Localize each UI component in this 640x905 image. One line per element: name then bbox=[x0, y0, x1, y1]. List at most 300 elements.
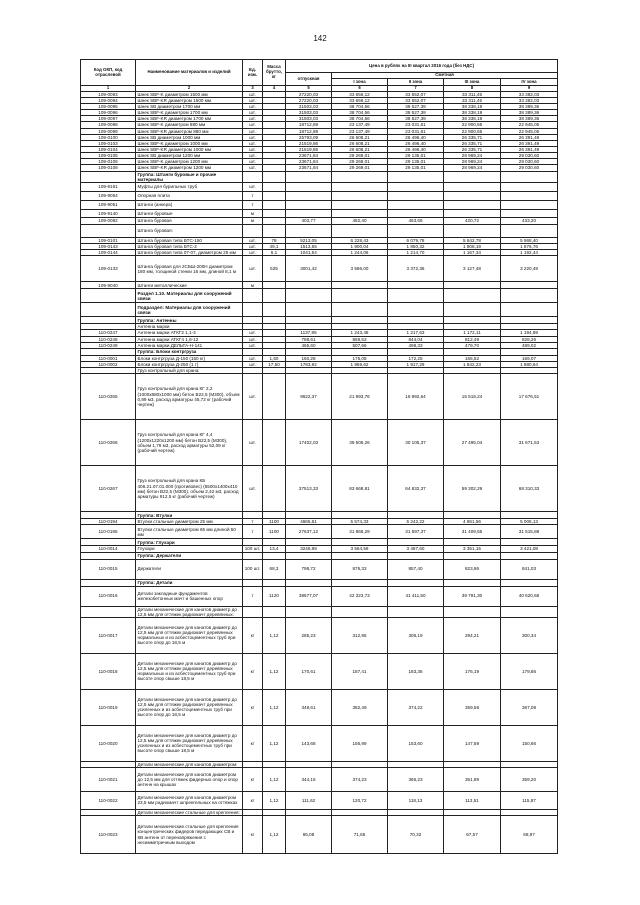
empty-cell bbox=[501, 289, 558, 303]
row-mass: 1120 bbox=[263, 586, 286, 606]
row-zone-1-price: 31 866,29 bbox=[332, 525, 388, 539]
row-zone-2-price: 23 031,61 bbox=[388, 128, 444, 134]
row-unit: шт. bbox=[243, 116, 263, 122]
row-code: 110-0022 bbox=[81, 791, 136, 809]
row-code bbox=[81, 539, 136, 546]
row-zone-2-price: 3 487,60 bbox=[388, 546, 444, 552]
row-release-price: 27220,03 bbox=[286, 91, 332, 97]
row-zone-3-price: 1 808,19 bbox=[444, 243, 501, 249]
row-zone-2-price: 118,13 bbox=[388, 791, 444, 809]
row-zone-2-price bbox=[388, 224, 444, 237]
row-release-price: 403,77 bbox=[286, 217, 332, 224]
row-code: 109-9161 bbox=[81, 182, 136, 191]
row-release-price bbox=[286, 606, 332, 617]
row-zone-2-price: 1 214,70 bbox=[388, 250, 444, 256]
column-number: 7 bbox=[388, 86, 444, 92]
column-number: 4 bbox=[263, 86, 286, 92]
row-unit: шт. bbox=[243, 146, 263, 152]
row-mass: 525 bbox=[263, 256, 286, 282]
row-zone-1-price bbox=[332, 282, 388, 289]
row-zone-4-price: 38 389,36 bbox=[501, 116, 558, 122]
row-code bbox=[81, 171, 136, 182]
row-name: Детали механические стальные для крепления: bbox=[136, 809, 243, 815]
row-mass: 1,12 bbox=[263, 791, 286, 809]
row-zone-1-price: 26 608,21 bbox=[332, 134, 388, 140]
row-zone-3-price: 165,52 bbox=[444, 355, 501, 361]
header-mass: Масса брутто, кг bbox=[263, 60, 286, 86]
empty-cell bbox=[388, 303, 444, 317]
row-release-price: 1783,92 bbox=[286, 361, 332, 367]
row-zone-2-price bbox=[388, 282, 444, 289]
row-release-price: 465,60 bbox=[286, 342, 332, 348]
row-zone-1-price: 120,72 bbox=[332, 791, 388, 809]
group-row bbox=[81, 579, 558, 586]
column-number: 9 bbox=[501, 86, 558, 92]
row-zone-3-price: 22 900,55 bbox=[444, 128, 501, 134]
row-code: 109-9054 bbox=[81, 191, 136, 200]
row-zone-1-price bbox=[332, 191, 388, 200]
row-zone-2-price bbox=[388, 209, 444, 217]
row-release-price: 798,72 bbox=[286, 559, 332, 579]
row-release-price: 18712,89 bbox=[286, 128, 332, 134]
row-release-price: 1137,85 bbox=[286, 330, 332, 336]
row-zone-1-price: 176,08 bbox=[332, 355, 388, 361]
row-name: Штанга буровая типа 07-07, диаметром 25 мм bbox=[136, 250, 243, 256]
row-zone-4-price: 1 194,89 bbox=[501, 330, 558, 336]
row-zone-2-price: 33 552,07 bbox=[388, 97, 444, 103]
row-zone-2-price: 1 217,63 bbox=[388, 330, 444, 336]
column-number: 3 bbox=[243, 86, 263, 92]
row-name: Детали механические для канатов диаметром: bbox=[136, 761, 243, 767]
group-row bbox=[81, 317, 558, 324]
row-zone-1-price: 42 323,73 bbox=[332, 586, 388, 606]
row-zone-3-price: 28 969,24 bbox=[444, 153, 501, 159]
row-name: Шнек SBF-KR диаметром 1700 мм bbox=[136, 116, 243, 122]
column-number: 8 bbox=[444, 86, 501, 92]
row-release-price bbox=[286, 200, 332, 209]
group-row bbox=[81, 171, 558, 182]
row-release-price: 170,61 bbox=[286, 653, 332, 689]
row-mass: 1,12 bbox=[263, 653, 286, 689]
empty-cell bbox=[501, 552, 558, 559]
empty-cell bbox=[388, 289, 444, 303]
column-number: 2 bbox=[136, 86, 243, 92]
row-zone-3-price: 420,72 bbox=[444, 217, 501, 224]
header-name: Наименование материалов и изделий bbox=[136, 60, 243, 86]
empty-cell bbox=[243, 303, 263, 317]
row-unit: т bbox=[243, 191, 263, 200]
row-zone-3-price bbox=[444, 209, 501, 217]
row-zone-3-price: 812,49 bbox=[444, 336, 501, 342]
row-name: Детали механические для канатов диаметр до 12,5 мм для оттяжек радиомачт деревянных нормальных и из асбестоцементных труб при высоте опор до 18,5 м bbox=[136, 617, 243, 653]
row-unit: 100 шт. bbox=[243, 559, 263, 579]
column-number: 6 bbox=[332, 86, 388, 92]
row-release-price: 31503,03 bbox=[286, 116, 332, 122]
row-zone-2-price: 64 832,37 bbox=[388, 466, 444, 512]
row-zone-3-price: 5 842,78 bbox=[444, 237, 501, 243]
row-zone-2-price: 70,32 bbox=[388, 816, 444, 854]
row-zone-3-price: 3 127,48 bbox=[444, 256, 501, 282]
row-unit: шт. bbox=[243, 122, 263, 128]
empty-cell bbox=[444, 171, 501, 182]
empty-cell bbox=[332, 512, 388, 519]
empty-cell bbox=[286, 348, 332, 355]
empty-cell bbox=[332, 171, 388, 182]
empty-cell bbox=[286, 317, 332, 324]
empty-cell bbox=[263, 317, 286, 324]
empty-cell bbox=[243, 512, 263, 519]
table-row bbox=[81, 816, 558, 854]
row-zone-1-price: 39 506,26 bbox=[332, 420, 388, 466]
row-name: Детали механические для канатов диаметр до 12,5 мм для оттяжек радиомачт деревянных усиленных и из асбестоцементных труб при высоте опор до 18,5 м bbox=[136, 689, 243, 725]
empty-cell bbox=[388, 552, 444, 559]
row-name: Груз контрольный для крана КГ 2,2 (1000х880х1000 мм) бетон В22,5 (М300), объем 0,89 м3, расход арматуры 45,72 кг (рабочий чертеж) bbox=[136, 374, 243, 420]
column-number: 5 bbox=[286, 86, 332, 92]
row-zone-3-price: 67,57 bbox=[444, 816, 501, 854]
row-name: Глухари bbox=[136, 546, 243, 552]
table-row bbox=[81, 791, 558, 809]
price-table bbox=[80, 59, 558, 854]
row-zone-1-price: 187,41 bbox=[332, 653, 388, 689]
row-mass: 1,12 bbox=[263, 617, 286, 653]
row-unit: шт. bbox=[243, 250, 263, 256]
section-row bbox=[81, 289, 558, 303]
table-row bbox=[81, 282, 558, 289]
row-zone-4-price bbox=[501, 200, 558, 209]
row-zone-3-price: 33 311,45 bbox=[444, 91, 501, 97]
group-title: Группа: Антенны bbox=[136, 317, 243, 324]
group-title: Группа: Глухари bbox=[136, 539, 243, 546]
row-code: 110-0265 bbox=[81, 374, 136, 420]
row-unit: т bbox=[243, 586, 263, 606]
row-zone-1-price: 29 269,01 bbox=[332, 153, 388, 159]
row-name: Штанга буровая bbox=[136, 217, 243, 224]
empty-cell bbox=[332, 303, 388, 317]
row-mass: 1100 bbox=[263, 519, 286, 525]
row-name: Шнек SBF-K диаметром 1700 мм bbox=[136, 110, 243, 116]
row-code: 110-0023 bbox=[81, 816, 136, 854]
empty-cell bbox=[243, 289, 263, 303]
table-body bbox=[81, 91, 558, 853]
row-zone-1-price: 374,23 bbox=[332, 767, 388, 791]
row-name: Штанги буровые bbox=[136, 209, 243, 217]
empty-cell bbox=[263, 171, 286, 182]
row-zone-4-price: 68 310,33 bbox=[501, 466, 558, 512]
row-name: Шнек SBF-K диаметром 1200 мм bbox=[136, 159, 243, 165]
row-release-price bbox=[286, 191, 332, 200]
empty-cell bbox=[332, 539, 388, 546]
row-zone-4-price: 31 671,53 bbox=[501, 420, 558, 466]
table-row bbox=[81, 182, 558, 191]
row-code: 109-0100 bbox=[81, 134, 136, 140]
row-unit: шт. bbox=[243, 374, 263, 420]
row-code bbox=[81, 317, 136, 324]
row-zone-4-price bbox=[501, 209, 558, 217]
table-row bbox=[81, 420, 558, 466]
table-row bbox=[81, 191, 558, 200]
row-mass: 6,1 bbox=[263, 250, 286, 256]
row-zone-3-price: 294,21 bbox=[444, 617, 501, 653]
row-mass bbox=[263, 282, 286, 289]
row-mass: 49,1 bbox=[263, 243, 286, 249]
row-release-price: 1041,54 bbox=[286, 250, 332, 256]
row-release-price: 31503,03 bbox=[286, 110, 332, 116]
row-zone-4-price: 68,97 bbox=[501, 816, 558, 854]
header-unit: Ед. изм. bbox=[243, 60, 263, 86]
empty-cell bbox=[286, 512, 332, 519]
row-code bbox=[81, 303, 136, 317]
empty-cell bbox=[388, 171, 444, 182]
group-row bbox=[81, 512, 558, 519]
row-code: 109-0095 bbox=[81, 103, 136, 109]
row-code: 110-0247 bbox=[81, 330, 136, 336]
row-name: Блоки контргруза Д-250 (1 т) bbox=[136, 361, 243, 367]
empty-cell bbox=[286, 579, 332, 586]
row-zone-2-price bbox=[388, 182, 444, 191]
empty-cell bbox=[332, 348, 388, 355]
row-release-price: 5213,05 bbox=[286, 237, 332, 243]
row-code: 109-0094 bbox=[81, 97, 136, 103]
table-row bbox=[81, 559, 558, 579]
row-zone-1-price: 21 993,76 bbox=[332, 374, 388, 420]
row-zone-2-price: 498,33 bbox=[388, 342, 444, 348]
row-unit: шт. bbox=[243, 361, 263, 367]
row-mass bbox=[263, 182, 286, 191]
row-code: 109-0143 bbox=[81, 243, 136, 249]
row-zone-1-price: 1 959,62 bbox=[332, 361, 388, 367]
row-zone-2-price: 38 527,39 bbox=[388, 110, 444, 116]
row-zone-4-price: 828,26 bbox=[501, 336, 558, 342]
empty-cell bbox=[243, 348, 263, 355]
row-zone-1-price: 482,40 bbox=[332, 217, 388, 224]
row-zone-2-price bbox=[388, 606, 444, 617]
row-code bbox=[81, 348, 136, 355]
empty-cell bbox=[332, 289, 388, 303]
row-zone-4-price: 150,66 bbox=[501, 725, 558, 761]
group-row bbox=[81, 348, 558, 355]
empty-cell bbox=[263, 512, 286, 519]
row-zone-4-price: 1 876,76 bbox=[501, 243, 558, 249]
row-zone-4-price: 38 389,36 bbox=[501, 103, 558, 109]
table-row bbox=[81, 767, 558, 791]
row-name: Шнек SBF-K диаметром 1500 мм bbox=[136, 91, 243, 97]
row-zone-3-price bbox=[444, 282, 501, 289]
row-zone-4-price: 5 006,13 bbox=[501, 519, 558, 525]
row-name: Шнек SBF-KR диаметром 1500 мм bbox=[136, 97, 243, 103]
empty-cell bbox=[388, 539, 444, 546]
row-zone-2-price: 33 552,07 bbox=[388, 91, 444, 97]
row-release-price: 37513,33 bbox=[286, 466, 332, 512]
table-row bbox=[81, 374, 558, 420]
row-name: Детали механические для канатов диаметр до 12,5 мм для оттяжек радиомачт деревянных нормальных и из асбестоцементных труб при высоте опор свыше 18,5 м bbox=[136, 653, 243, 689]
empty-cell bbox=[243, 171, 263, 182]
row-mass: 78 bbox=[263, 237, 286, 243]
row-zone-2-price: 41 411,50 bbox=[388, 586, 444, 606]
empty-cell bbox=[388, 348, 444, 355]
row-release-price: 23671,84 bbox=[286, 159, 332, 165]
row-zone-2-price: 26 496,40 bbox=[388, 134, 444, 140]
row-unit: шт. bbox=[243, 336, 263, 342]
row-release-price: 344,16 bbox=[286, 767, 332, 791]
row-zone-3-price: 33 311,45 bbox=[444, 97, 501, 103]
row-code: 109-0097 bbox=[81, 116, 136, 122]
row-zone-3-price: 39 791,30 bbox=[444, 586, 501, 606]
empty-cell bbox=[286, 552, 332, 559]
empty-cell bbox=[332, 552, 388, 559]
empty-cell bbox=[444, 539, 501, 546]
row-mass bbox=[263, 606, 286, 617]
row-release-price bbox=[286, 209, 332, 217]
empty-cell bbox=[501, 317, 558, 324]
row-zone-1-price: 3 586,00 bbox=[332, 256, 388, 282]
row-zone-1-price: 5 574,33 bbox=[332, 519, 388, 525]
row-unit: кг bbox=[243, 653, 263, 689]
row-name: Антенна марки bbox=[136, 324, 243, 330]
row-zone-2-price: 1 917,29 bbox=[388, 361, 444, 367]
row-unit: шт. bbox=[243, 91, 263, 97]
row-zone-2-price: 29 135,01 bbox=[388, 159, 444, 165]
row-code: 110-0021 bbox=[81, 767, 136, 791]
row-release-price: 23671,84 bbox=[286, 153, 332, 159]
row-zone-1-price: 1 243,48 bbox=[332, 330, 388, 336]
row-unit: шт. bbox=[243, 97, 263, 103]
group-title: Группа: Держатели bbox=[136, 552, 243, 559]
row-mass: 68,3 bbox=[263, 559, 286, 579]
row-zone-4-price: 40 620,68 bbox=[501, 586, 558, 606]
row-zone-4-price: 179,86 bbox=[501, 653, 558, 689]
row-zone-2-price: 1 850,32 bbox=[388, 243, 444, 249]
subsection-row bbox=[81, 303, 558, 317]
table-row bbox=[81, 725, 558, 761]
row-zone-1-price: 29 269,01 bbox=[332, 159, 388, 165]
row-zone-2-price bbox=[388, 200, 444, 209]
table-row bbox=[81, 209, 558, 217]
row-code: 110-0248 bbox=[81, 336, 136, 342]
row-zone-2-price: 172,25 bbox=[388, 355, 444, 361]
row-unit: м bbox=[243, 209, 263, 217]
row-unit: шт. bbox=[243, 342, 263, 348]
row-name: Антенна марки ДЕЛЬТА-Н-141 bbox=[136, 342, 243, 348]
row-unit: кг bbox=[243, 689, 263, 725]
row-zone-4-price: 29 030,60 bbox=[501, 153, 558, 159]
row-zone-2-price: 30 105,37 bbox=[388, 420, 444, 466]
row-zone-4-price: 22 945,05 bbox=[501, 122, 558, 128]
empty-cell bbox=[263, 552, 286, 559]
header-zone-3: III зона bbox=[444, 79, 501, 86]
row-name: Штанги металлические bbox=[136, 282, 243, 289]
row-zone-2-price: 29 135,01 bbox=[388, 153, 444, 159]
row-zone-4-price: 3 421,08 bbox=[501, 546, 558, 552]
row-release-price: 38577,07 bbox=[286, 586, 332, 606]
row-unit: кг bbox=[243, 617, 263, 653]
row-unit: шт. bbox=[243, 466, 263, 512]
row-zone-4-price: 3 220,49 bbox=[501, 256, 558, 282]
row-zone-1-price: 1 900,04 bbox=[332, 243, 388, 249]
row-zone-3-price: 176,19 bbox=[444, 653, 501, 689]
row-code: 110-0195 bbox=[81, 525, 136, 539]
row-zone-3-price: 3 351,15 bbox=[444, 546, 501, 552]
empty-cell bbox=[263, 579, 286, 586]
row-mass bbox=[263, 200, 286, 209]
row-zone-1-price: 507,66 bbox=[332, 342, 388, 348]
row-release-price: 285,23 bbox=[286, 617, 332, 653]
row-zone-2-price: 26 496,40 bbox=[388, 140, 444, 146]
row-zone-4-price bbox=[501, 182, 558, 191]
section-title: Раздел 1.10. Материалы для сооружений связи bbox=[136, 289, 243, 303]
row-zone-4-price: 359,20 bbox=[501, 767, 558, 791]
empty-cell bbox=[332, 579, 388, 586]
empty-cell bbox=[243, 579, 263, 586]
row-name: Шнек SBF-K диаметром 880 мм bbox=[136, 122, 243, 128]
row-unit: шт. bbox=[243, 256, 263, 282]
row-zone-4-price: 1 880,64 bbox=[501, 361, 558, 367]
row-unit: шт. bbox=[243, 153, 263, 159]
row-name: Детали механические стальные для крепления концентрических фидеров передающих СВ и КВ антенн от перенапряжения с несимметричным выходом bbox=[136, 816, 243, 854]
row-unit: кг bbox=[243, 767, 263, 791]
row-release-price: 111,62 bbox=[286, 791, 332, 809]
row-unit bbox=[243, 224, 263, 237]
row-code bbox=[81, 224, 136, 237]
row-release-price: 9622,37 bbox=[286, 374, 332, 420]
table-row bbox=[81, 224, 558, 237]
row-code: 110-0249 bbox=[81, 342, 136, 348]
row-code: 109-0108 bbox=[81, 165, 136, 171]
group-title: Группа: Блоки контргруза bbox=[136, 348, 243, 355]
row-unit: шт. bbox=[243, 237, 263, 243]
row-code: 109-0104 bbox=[81, 146, 136, 152]
header-zone-2: II зона bbox=[388, 79, 444, 86]
row-code: 109-0093 bbox=[81, 91, 136, 97]
row-zone-4-price bbox=[501, 606, 558, 617]
row-zone-1-price: 312,95 bbox=[332, 617, 388, 653]
row-code: 110-0015 bbox=[81, 559, 136, 579]
row-zone-2-price bbox=[388, 191, 444, 200]
row-unit: кг bbox=[243, 791, 263, 809]
row-code: 109-0082 bbox=[81, 217, 136, 224]
row-unit bbox=[243, 606, 263, 617]
row-release-price bbox=[286, 282, 332, 289]
row-name: Штанга буровая типа БТС-150 bbox=[136, 237, 243, 243]
row-zone-2-price: 6 079,78 bbox=[388, 237, 444, 243]
table-row bbox=[81, 606, 558, 617]
row-zone-2-price: 366,23 bbox=[388, 767, 444, 791]
row-zone-3-price: 15 519,24 bbox=[444, 374, 501, 420]
row-release-price: 348,61 bbox=[286, 689, 332, 725]
row-name: Втулки стальные диаметром 25 мм bbox=[136, 519, 243, 525]
row-name: Шнек SB диаметром 1700 мм bbox=[136, 103, 243, 109]
row-mass: 1,12 bbox=[263, 725, 286, 761]
empty-cell bbox=[286, 303, 332, 317]
row-zone-2-price: 844,04 bbox=[388, 336, 444, 342]
row-zone-1-price: 38 704,56 bbox=[332, 103, 388, 109]
row-mass: 1,12 bbox=[263, 767, 286, 791]
row-mass: 13,4 bbox=[263, 546, 286, 552]
row-code bbox=[81, 552, 136, 559]
row-name: Шнек SB диаметром 1200 мм bbox=[136, 153, 243, 159]
empty-cell bbox=[444, 552, 501, 559]
row-code: 110-0266 bbox=[81, 420, 136, 466]
empty-cell bbox=[243, 317, 263, 324]
row-zone-4-price: 1 192,44 bbox=[501, 250, 558, 256]
row-zone-1-price: 859,53 bbox=[332, 336, 388, 342]
row-name: Антенна марки АТКГ2 1,1-3 bbox=[136, 330, 243, 336]
row-zone-3-price: 1 172,11 bbox=[444, 330, 501, 336]
empty-cell bbox=[388, 317, 444, 324]
row-zone-1-price bbox=[332, 200, 388, 209]
row-zone-1-price bbox=[332, 606, 388, 617]
header-code: Код ОКП, код отраслевой bbox=[81, 60, 136, 86]
row-mass bbox=[263, 217, 286, 224]
